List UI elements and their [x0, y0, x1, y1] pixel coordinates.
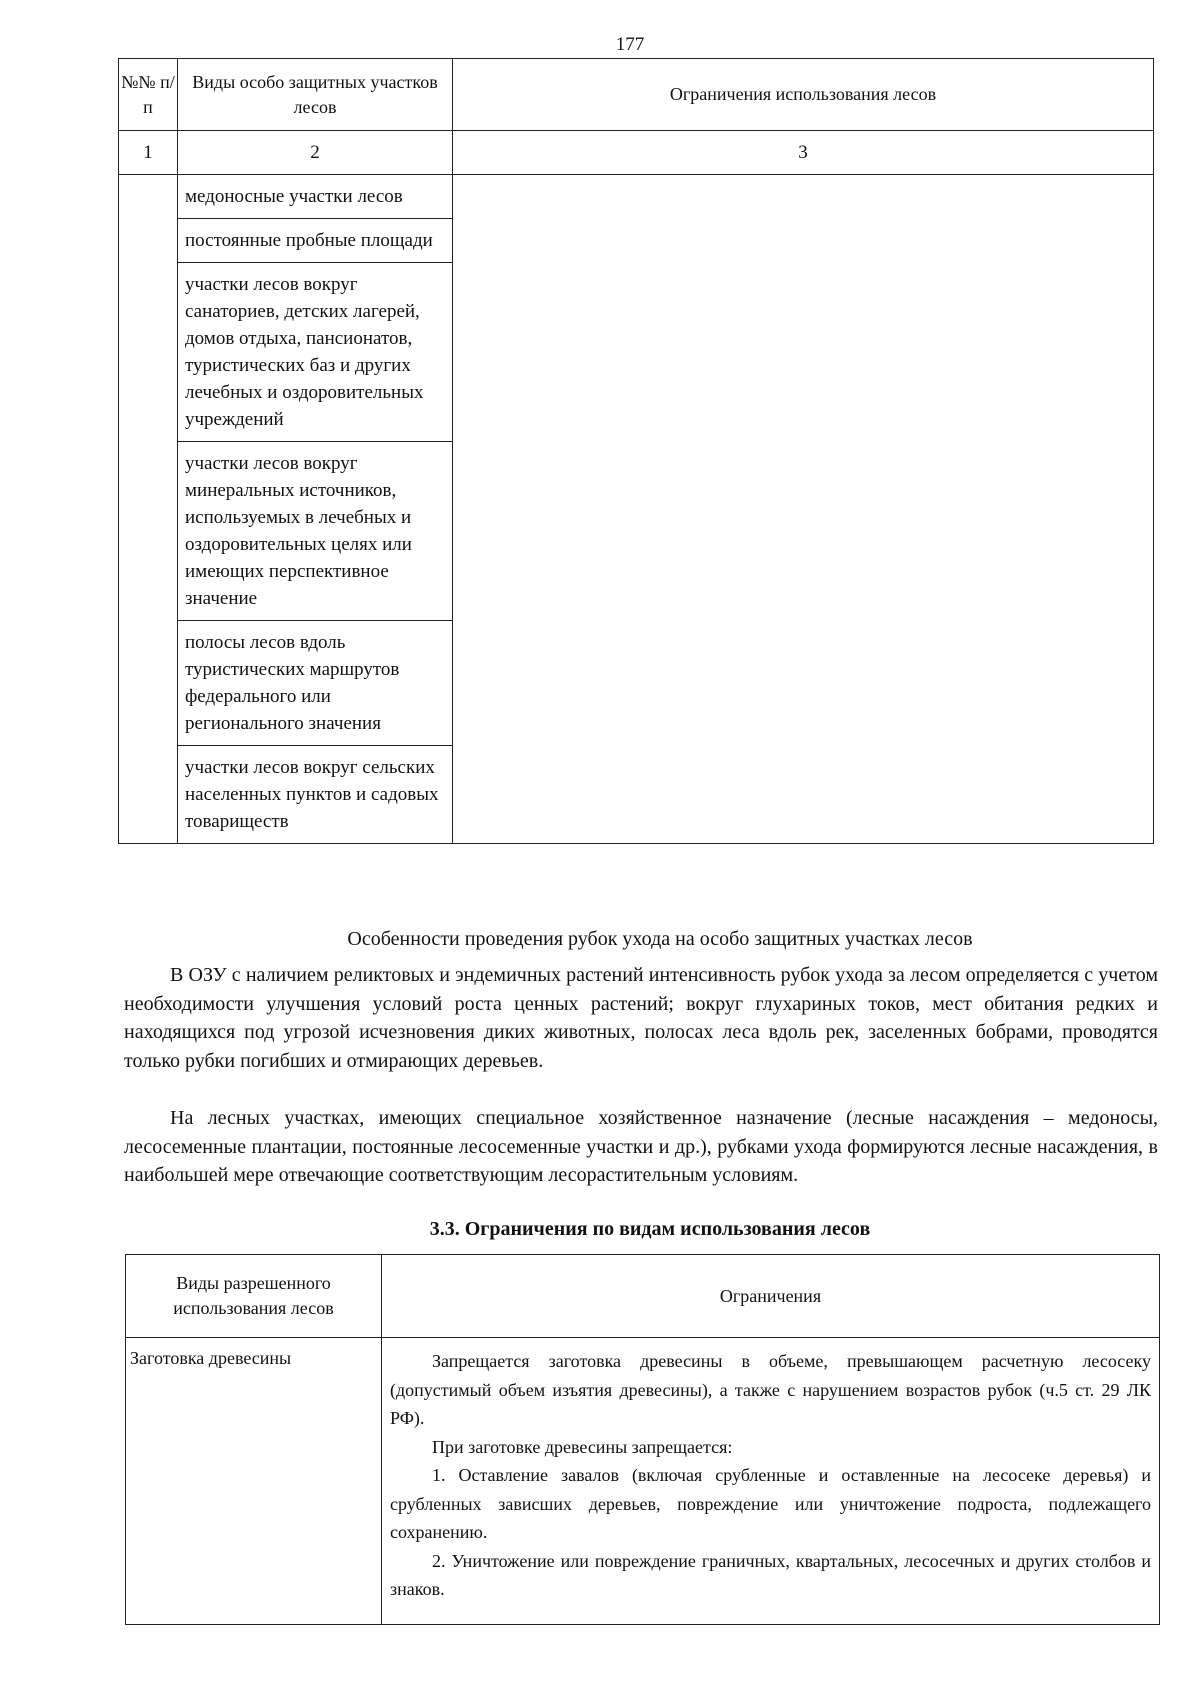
area-kind-cell: полосы лесов вдоль туристических маршрутов федерального или регионального значения — [178, 621, 453, 746]
header-usage-kinds: Виды разрешенного использования лесов — [126, 1255, 382, 1338]
table-row — [126, 1338, 1160, 1625]
column-number-1: 1 — [119, 131, 178, 175]
heading-3-3: 3.3. Ограничения по видам использования лесов — [429, 1218, 871, 1240]
restriction-paragraph: 1. Оставление завалов (включая срубленные и оставленные на лесосеке деревья) и срубленных зависших деревьев, повреждение или уничтожение подроста, подлежащего сохранению. — [390, 1465, 1151, 1542]
area-kind-cell: участки лесов вокруг санаториев, детских лагерей, домов отдыха, пансионатов, туристических баз и других лечебных и оздоровительных учреждений — [178, 263, 453, 442]
area-kind-cell: медоносные участки лесов — [178, 175, 453, 219]
section-title: Особенности проведения рубок ухода на особо защитных участках лесов — [347, 928, 973, 950]
paragraph-1: В ОЗУ с наличием реликтовых и эндемичных растений интенсивность рубок ухода за лесом определяется с учетом необходимости улучшения условий роста ценных растений; вокруг глухариных токов, мест обитания редких и находящихся под угрозой исчезновения диких животных, полосах леса вдоль рек, заселенных бобрами, проводятся только рубки погибших и отмирающих деревьев. — [124, 964, 1158, 1072]
restriction-paragraph: При заготовке древесины запрещается: — [432, 1436, 733, 1457]
header-protected-area-kinds: Виды особо защитных участков лесов — [178, 59, 453, 131]
protected-areas-table — [118, 58, 1154, 844]
empty-number-cell — [119, 175, 178, 844]
paragraph-2: На лесных участках, имеющих специальное хозяйственное назначение (лесные насаждения – медоносы, лесосеменные плантации, постоянные лесосеменные участки и др.), рубками ухода формируются лесные насаждения, в наибольшей мере отвечающие соответствующим лесорастительным условиям. — [124, 1107, 1158, 1186]
column-number-3: 3 — [453, 131, 1154, 175]
area-kind-cell: участки лесов вокруг сельских населенных пунктов и садовых товариществ — [178, 746, 453, 844]
table-header-row — [119, 59, 1154, 131]
column-number-2: 2 — [178, 131, 453, 175]
header-restrictions: Ограничения — [382, 1255, 1160, 1338]
table-row — [119, 175, 1154, 219]
usage-restrictions-table — [125, 1254, 1160, 1625]
header-number: №№ п/п — [119, 59, 178, 131]
restrictions-cell — [382, 1338, 1160, 1625]
page-number: 177 — [615, 34, 645, 55]
area-kind-cell: участки лесов вокруг минеральных источников, используемых в лечебных и оздоровительных целях или имеющих перспективное значение — [178, 442, 453, 621]
restriction-paragraph: Запрещается заготовка древесины в объеме, превышающем расчетную лесосеку (допустимый объем изъятия древесины), а также с нарушением возрастов рубок (ч.5 ст. 29 ЛК РФ). — [390, 1351, 1151, 1428]
table-header-row — [126, 1255, 1160, 1338]
usage-kind-cell: Заготовка древесины — [126, 1338, 382, 1625]
area-kind-cell: постоянные пробные площади — [178, 219, 453, 263]
empty-restrictions-cell — [453, 175, 1154, 844]
column-number-row — [119, 131, 1154, 175]
header-restrictions: Ограничения использования лесов — [453, 59, 1154, 131]
restriction-paragraph: 2. Уничтожение или повреждение граничных, квартальных, лесосечных и других столбов и знаков. — [390, 1550, 1151, 1599]
